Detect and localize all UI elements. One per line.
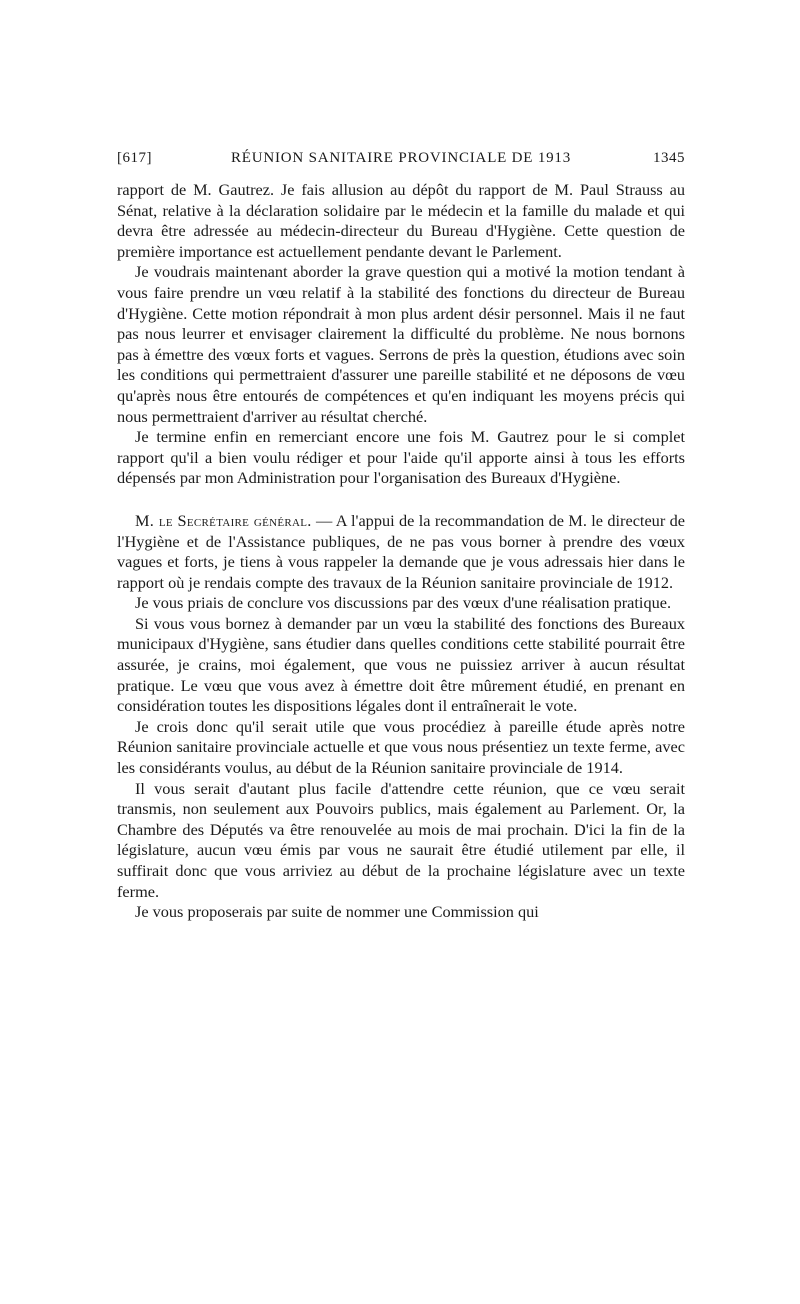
speech-paragraph: Je crois donc qu'il serait utile que vous procédiez à pareille étude après notre Réunion sanitaire provinciale actuelle et que vous nous présentiez un texte ferme, avec les considérants voulus, au début de la Réunion sanitaire provinciale de 1914. xyxy=(117,716,685,778)
document-page xyxy=(117,150,685,923)
page-number: 1345 xyxy=(653,150,685,166)
speech-opening-text: — A l'appui de la recommandation de M. le directeur de l'Hygiène et de l'Assistance publiques, de ne pas vous borner à prendre des vœux vagues et forts, je tiens à vous rappeler la demande que je vous adressais hier dans le rapport où je rendais compte des travaux de la Réunion sanitaire provinciale de 1912. xyxy=(117,510,685,592)
running-title: RÉUNION SANITAIRE PROVINCIALE DE 1913 xyxy=(230,150,572,166)
speech-paragraph: Il vous serait d'autant plus facile d'attendre cette réunion, que ce vœu serait transmis, non seulement aux Pouvoirs publics, mais également au Parlement. Or, la Chambre des Députés va être renouvelée au mois de mai prochain. D'ici la fin de la législature, aucun vœu émis par vous ne saurait être étudié utilement par elle, il suffirait donc que vous arriviez au début de la prochaine législature avec un texte ferme. xyxy=(117,778,685,901)
speech-paragraph-final: Je vous proposerais par suite de nommer une Commission qui xyxy=(135,902,539,922)
speaker-name: M. le Secrétaire général. xyxy=(135,510,312,530)
speech-paragraph: Je vous priais de conclure vos discussions par des vœux d'une réalisation pratique. xyxy=(135,593,672,613)
speech-opening-paragraph xyxy=(117,511,685,593)
paragraph-continuation: rapport de M. Gautrez. Je fais allusion au dépôt du rapport de M. Paul Strauss au Sénat, relative à la déclaration solidaire par le médecin et la famille du malade et qui devra être adressée au médecin-directeur du Bureau d'Hygiène. Cette question de première importance est actuellement pendante devant le Parlement. xyxy=(117,180,685,261)
page-reference: [617] xyxy=(117,150,152,166)
running-header xyxy=(117,150,685,172)
paragraph-stability: Je voudrais maintenant aborder la grave question qui a motivé la motion tendant à vous faire prendre un vœu relatif à la stabilité des fonctions du directeur de Bureau d'Hygiène. Cette motion répondrait à mon plus ardent désir personnel. Mais il ne faut pas nous leurrer et envisager clairement la difficulté du problème. Ne nous bornons pas à émettre des vœux forts et vagues. Serrons de près la question, étudions avec soin les conditions qui permettraient d'assurer une pareille stabilité et ne déposons de vœu qu'après nous être entourés de compétences et qu'en indiquant les moyens précis qui nous permettraient d'arriver au résultat cherché. xyxy=(117,262,685,426)
paragraph-thanks: Je termine enfin en remerciant encore une fois M. Gautrez pour le si complet rapport qu'il a bien voulu rédiger et pour l'aide qu'il apporte ainsi à tous les efforts dépensés par mon Administration pour l'organisation des Bureaux d'Hygiène. xyxy=(117,427,685,488)
speech-paragraph: Si vous vous bornez à demander par un vœu la stabilité des fonctions des Bureaux municipaux d'Hygiène, sans étudier dans quelles conditions cette stabilité pourrait être assurée, je crains, moi également, que vous ne puissiez arriver à aucun résultat pratique. Le vœu que vous avez à émettre doit être mûrement étudié, en prenant en considération toutes les dispositions légales dont il entraînerait le vote. xyxy=(117,613,685,716)
section-gap xyxy=(117,489,685,511)
